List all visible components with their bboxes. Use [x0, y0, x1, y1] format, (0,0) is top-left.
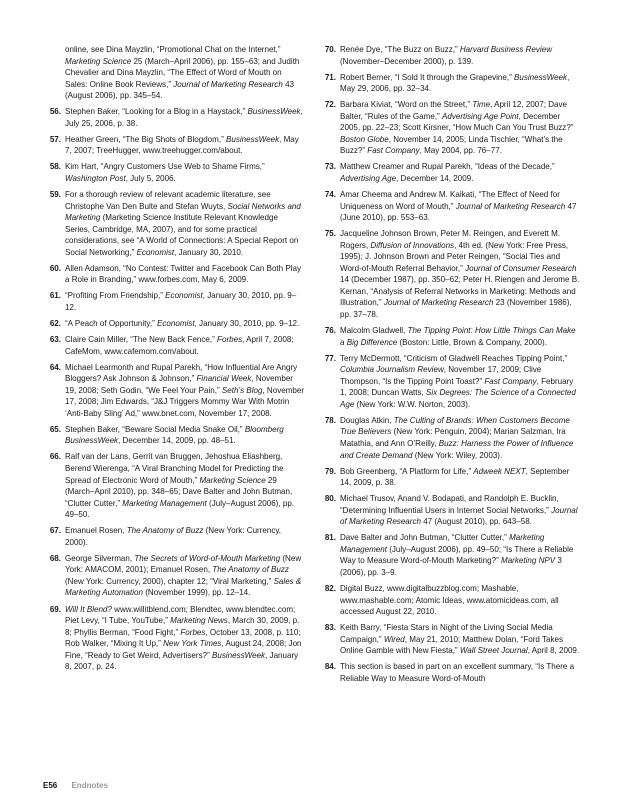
- endnote-text: Ralf van der Lans, Gerrit van Bruggen, Jehoshua Eliashberg, Berend Wierenga, “A Viral Branching Model for Predicting the Spread of Electronic Word of Mouth,” Marketing Science 29 (March–April 2010), pp. 348–65; Dave Balter and John Butman, “Clutter Cutter,” Marketing Management (July–August 2006), pp. 49–50.: [65, 452, 295, 520]
- endnote-text: Barbara Kiviat, “Word on the Street,” Time, April 12, 2007; Dave Balter, “Rules of the Game,” Advertising Age Point, December 2005, pp. 22–23; Scott Kirsner, “How Much Can You Trust Buzz?” Boston Globe, November 14, 2005; Linda Tischler, “What’s the Buzz?” Fast Company, May 2004, pp. 76–77.: [340, 100, 574, 156]
- endnote-text: Renée Dye, “The Buzz on Buzz,” Harvard Business Review (November–December 2000), p. 139.: [340, 45, 553, 66]
- page-number: E56: [43, 781, 58, 790]
- endnote-number: 57.: [49, 134, 61, 144]
- endnote: [318, 493, 582, 528]
- endnote: [318, 353, 582, 411]
- endnote-text: Michael Trusov, Anand V. Bodapati, and Randolph E. Bucklin, “Determining Influential Users in Internet Social Networks,” Journal of Marketing Research 47 (August 2010), pp. 643–58.: [340, 494, 578, 527]
- endnote-number: 84.: [324, 662, 336, 672]
- endnote: [318, 583, 582, 618]
- endnote: [43, 334, 305, 357]
- endnote-text: Amar Cheema and Andrew M. Kaikati, “The Effect of Need for Uniqueness on Word of Mouth,” Journal of Marketing Research 47 (June 2010), pp. 553–63.: [340, 190, 577, 223]
- endnote: [43, 451, 305, 520]
- endnote-text: Digital Buzz, www.digitalbuzzblog.com; Mashable, www.mashable.com; Atomic Ideas, www.atomicideas.com, all accessed August 22, 2010.: [340, 583, 559, 617]
- endnote: [318, 661, 582, 684]
- endnote-number: 63.: [49, 335, 61, 345]
- endnote: [318, 325, 582, 348]
- endnote-number: 60.: [49, 263, 61, 273]
- endnote-text: Heather Green, “The Big Shots of Blogdom,” BusinessWeek, May 7, 2007; TreeHugger, www.treehugger.com/about.: [65, 134, 299, 156]
- endnote-text: Stephen Baker, “Beware Social Media Snake Oil,” Bloomberg BusinessWeek, December 14, 2009, pp. 48–51.: [65, 424, 284, 446]
- endnote: [43, 604, 305, 673]
- right-column: [318, 44, 582, 689]
- endnote: [318, 228, 582, 320]
- endnote-text: Claire Cain Miller, “The New Back Fence,” Forbes, April 7, 2008; CafeMom, www.cafemom.com/about.: [65, 335, 294, 356]
- endnote-number: 80.: [324, 494, 336, 504]
- endnote-number: 68.: [49, 553, 61, 563]
- section-label: Endnotes: [71, 781, 108, 790]
- endnote: [43, 161, 305, 184]
- endnote-text: Will It Blend? www.willitblend.com; Blendtec, www.blendtec.com; Piet Levy, “I Tube, YouTube,” Marketing News, March 30, 2009, p. 8; Phyllis Berman, “Food Fight,” Forbes, October 13, 2008, p. 110; Rob Walker, “Mixing It Up,” New York Times, August 24, 2008; Jon Fine, “Ready to Get Weird, Advertisers?” BusinessWeek, January 8, 2007, p. 24.: [65, 604, 302, 672]
- endnote-text: Bob Greenberg, “A Platform for Life,” Adweek NEXT, September 14, 2009, p. 38.: [340, 466, 570, 488]
- endnote-number: 58.: [49, 162, 61, 172]
- endnote: [318, 161, 582, 184]
- endnote-number: 64.: [49, 362, 61, 372]
- endnote: [43, 106, 305, 129]
- left-column: [43, 44, 305, 677]
- endnote: [43, 525, 305, 548]
- endnote-text: Douglas Atkin, The Culting of Brands: When Customers Become True Believers (New York: Penguin, 2004); Marian Salzman, Ira Matathia, and Ann O’Reilly, Buzz: Harness the Power of Influence and Create Demand (New York: Wiley, 2003).: [340, 415, 574, 460]
- endnote: [318, 415, 582, 461]
- endnote-number: 79.: [324, 466, 336, 476]
- endnote-number: 81.: [324, 533, 336, 543]
- endnote: [43, 134, 305, 157]
- endnote-number: 62.: [49, 318, 61, 328]
- endnote-text: Jacqueline Johnson Brown, Peter M. Reingen, and Everett M. Rogers, Diffusion of Innovations, 4th ed. (New York: Free Press, 1995); J. Johnson Brown and Peter Reingen, “Social Ties and Word-of-Mouth Referral Behavior,” Journal of Consumer Research 14 (December 1987), pp. 350–62; Peter H. Riengen and Jerome B. Kernan, “Analysis of Referral Networks in Marketing: Methods and Illustration,” Journal of Marketing Research 23 (November 1986), pp. 37–78.: [340, 229, 580, 319]
- endnote: [318, 44, 582, 67]
- endnote-number: 74.: [324, 190, 336, 200]
- endnote-number: 78.: [324, 415, 336, 425]
- page-footer: [43, 781, 108, 790]
- endnote-number: 56.: [49, 107, 61, 117]
- endnote: [318, 99, 582, 157]
- endnote: [43, 290, 305, 313]
- endnote-number: 77.: [324, 353, 336, 363]
- endnote-number: 67.: [49, 526, 61, 536]
- endnote: [318, 72, 582, 95]
- endnote: [43, 263, 305, 286]
- endnote-text: online, see Dina Mayzlin, “Promotional Chat on the Internet,” Marketing Science 25 (March–April 2006), pp. 155–63; and Judith Chevalier and Dina Mayzlin, “The Effect of Word of Mouth on Sales: Online Book Reviews,” Journal of Marketing Research 43 (August 2006), pp. 345–54.: [65, 45, 300, 101]
- endnote-number: 83.: [324, 623, 336, 633]
- endnote-number: 73.: [324, 162, 336, 172]
- endnote: [43, 362, 305, 420]
- endnote: [318, 532, 582, 578]
- endnote: [318, 466, 582, 489]
- endnote-text: Dave Balter and John Butman, “Clutter Cutter,” Marketing Management (July–August 2006), pp. 49–50; “Is There a Reliable Way to Measure Word-of-Mouth Marketing?” Marketing NPV 3 (2006), pp. 3–9.: [340, 533, 574, 577]
- endnote-number: 59.: [49, 190, 61, 200]
- endnote: [43, 424, 305, 447]
- endnote-text: Stephen Baker, “Looking for a Blog in a Haystack,” BusinessWeek, July 25, 2006, p. 38.: [65, 107, 303, 128]
- endnote: [43, 189, 305, 258]
- endnote: [43, 44, 305, 102]
- endnote-number: 61.: [49, 291, 61, 301]
- endnote: [318, 622, 582, 657]
- endnote-text: For a thorough review of relevant academic literature, see Christophe Van Den Bulte and Stefan Wuyts, Social Networks and Marketing (Marketing Science Institute Relevant Knowledge Series, Cambridge, MA, 2007), and for some practical considerations, see “A World of Connections: A Special Report on Social Networking,” Economist, January 30, 2010.: [65, 190, 301, 257]
- endnote-text: Matthew Creamer and Rupal Parekh, “Ideas of the Decade,” Advertising Age, December 14, 2009.: [340, 162, 555, 183]
- endnote-text: Robert Berner, “I Sold It through the Grapevine,” BusinessWeek, May 29, 2006, pp. 32–34.: [340, 72, 570, 94]
- endnote: [318, 189, 582, 224]
- endnote-text: “A Peach of Opportunity,” Economist, January 30, 2010, pp. 9–12.: [65, 318, 300, 328]
- endnote-text: Michael Learmonth and Rupal Parekh, “How Influential Are Angry Bloggers? Ask Johnson & Johnson,” Financial Week, November 19, 2008; Seth Godin, “We Feel Your Pain,” Seth’s Blog, November 17, 2008; Jim Edwards, “J&J Triggers Mommy War With Motrin ‘Anti-Baby Sling’ Ad,” www.bnet.com, November 17, 2008.: [65, 362, 305, 418]
- endnote-text: Kim Hart, “Angry Customers Use Web to Shame Firms,” Washington Post, July 5, 2006.: [65, 162, 265, 183]
- endnote-number: 76.: [324, 326, 336, 336]
- endnote-text: This section is based in part on an excellent summary, “Is There a Reliable Way to Measure Word-of-Mouth: [340, 662, 575, 683]
- endnote-number: 75.: [324, 229, 336, 239]
- endnote-number: 69.: [49, 604, 61, 614]
- endnote-text: Emanuel Rosen, The Anatomy of Buzz (New York: Currency, 2000).: [65, 526, 282, 547]
- endnote: [43, 318, 305, 330]
- endnote-number: 65.: [49, 424, 61, 434]
- endnote-text: Keith Barry, “Fiesta Stars in Night of the Living Social Media Campaign,” Wired, May 21, 2010; Matthew Dolan, “Ford Takes Online Gamble with New Fiesta,” Wall Street Journal, April 8, 2009.: [340, 623, 580, 656]
- endnote-number: 71.: [324, 72, 336, 82]
- endnote: [43, 553, 305, 599]
- endnote-number: 72.: [324, 100, 336, 110]
- endnote-text: Malcolm Gladwell, The Tipping Point: How Little Things Can Make a Big Difference (Boston: Little, Brown & Company, 2000).: [340, 326, 576, 347]
- endnote-text: “Profiting From Friendship,” Economist, January 30, 2010, pp. 9–12.: [65, 291, 297, 312]
- endnote-text: Allen Adamson, “No Contest: Twitter and Facebook Can Both Play a Role in Branding,” www.forbes.com, May 6, 2009.: [65, 263, 302, 285]
- endnote-text: George Silverman, The Secrets of Word-of-Mouth Marketing (New York: AMACOM, 2001); Emanuel Rosen, The Anatomy of Buzz (New York: Currency, 2000), chapter 12; “Viral Marketing,” Sales & Marketing Automation (November 1999), pp. 12–14.: [65, 553, 302, 598]
- endnote-number: 66.: [49, 452, 61, 462]
- endnote-text: Terry McDermott, “Criticism of Gladwell Reaches Tipping Point,” Columbia Journalism Review, November 17, 2009; Clive Thompson, “Is the Tipping Point Toast?” Fast Company, February 1, 2008; Duncan Watts, Six Degrees: The Science of a Connected Age (New York: W.W. Norton, 2003).: [340, 353, 576, 409]
- endnote-number: 70.: [324, 45, 336, 54]
- endnote-number: 82.: [324, 583, 336, 593]
